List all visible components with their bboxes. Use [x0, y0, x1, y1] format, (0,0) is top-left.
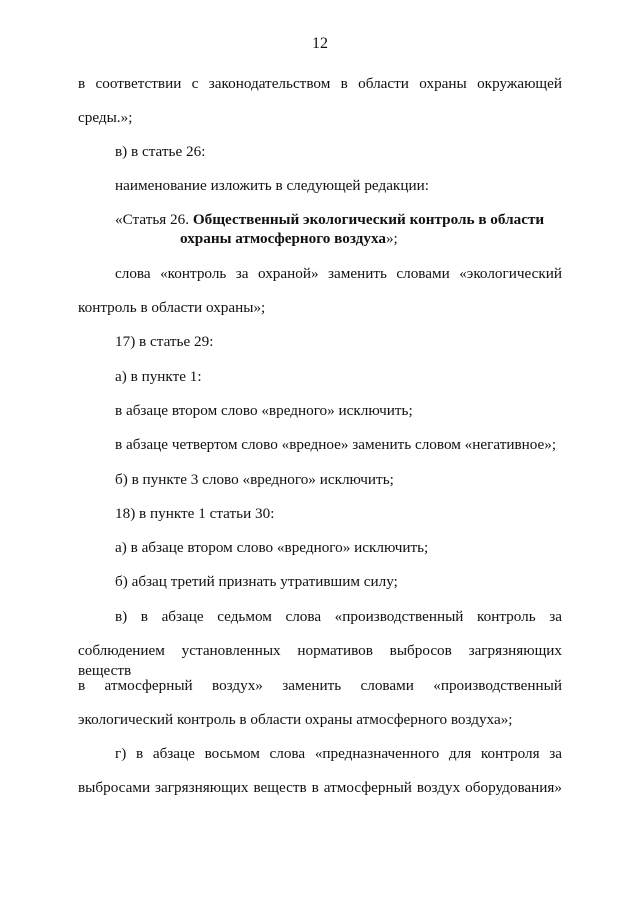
- page-number: 12: [312, 35, 328, 52]
- article-heading-suffix: »;: [385, 230, 398, 247]
- paragraph-line: а) в абзаце втором слово «вредного» исключить;: [115, 539, 429, 556]
- paragraph-line: контроль в области охраны»;: [78, 299, 266, 316]
- paragraph-line: в абзаце четвертом слово «вредное» заменить словом «негативное»;: [115, 436, 557, 453]
- article-heading-title-cont: охраны атмосферного воздуха: [180, 230, 386, 247]
- paragraph-line: в абзаце втором слово «вредного» исключить;: [115, 402, 413, 419]
- article-heading-line: [115, 210, 544, 230]
- paragraph-line: б) в пункте 3 слово «вредного» исключить;: [115, 471, 394, 488]
- paragraph-line: в) в абзаце седьмом слова «производственный контроль за: [115, 608, 562, 625]
- paragraph-line: в атмосферный воздух» заменить словами «производственный: [78, 677, 562, 694]
- paragraph-line: выбросами загрязняющих веществ в атмосферный воздух оборудования»: [78, 779, 562, 796]
- paragraph-line: экологический контроль в области охраны атмосферного воздуха»;: [78, 711, 513, 728]
- article-heading-title: Общественный экологический контроль в области: [192, 211, 545, 228]
- paragraph-line: 17) в статье 29:: [115, 333, 214, 350]
- paragraph-line: слова «контроль за охраной» заменить словами «экологический: [115, 265, 562, 282]
- paragraph-line: в) в статье 26:: [115, 143, 206, 160]
- paragraph-line: б) абзац третий признать утратившим силу;: [115, 573, 398, 590]
- article-heading-prefix: «Статья 26.: [115, 211, 193, 228]
- paragraph-line: среды.»;: [78, 109, 133, 126]
- paragraph-line: соблюдением установленных нормативов выбросов загрязняющих веществ: [78, 642, 562, 679]
- paragraph-line: наименование изложить в следующей редакции:: [115, 177, 429, 194]
- paragraph-line: а) в пункте 1:: [115, 368, 202, 385]
- paragraph-line: г) в абзаце восьмом слова «предназначенного для контроля за: [115, 745, 562, 762]
- article-heading-line: [180, 229, 398, 249]
- paragraph-line: в соответствии с законодательством в области охраны окружающей: [78, 75, 562, 92]
- paragraph-line: 18) в пункте 1 статьи 30:: [115, 505, 275, 522]
